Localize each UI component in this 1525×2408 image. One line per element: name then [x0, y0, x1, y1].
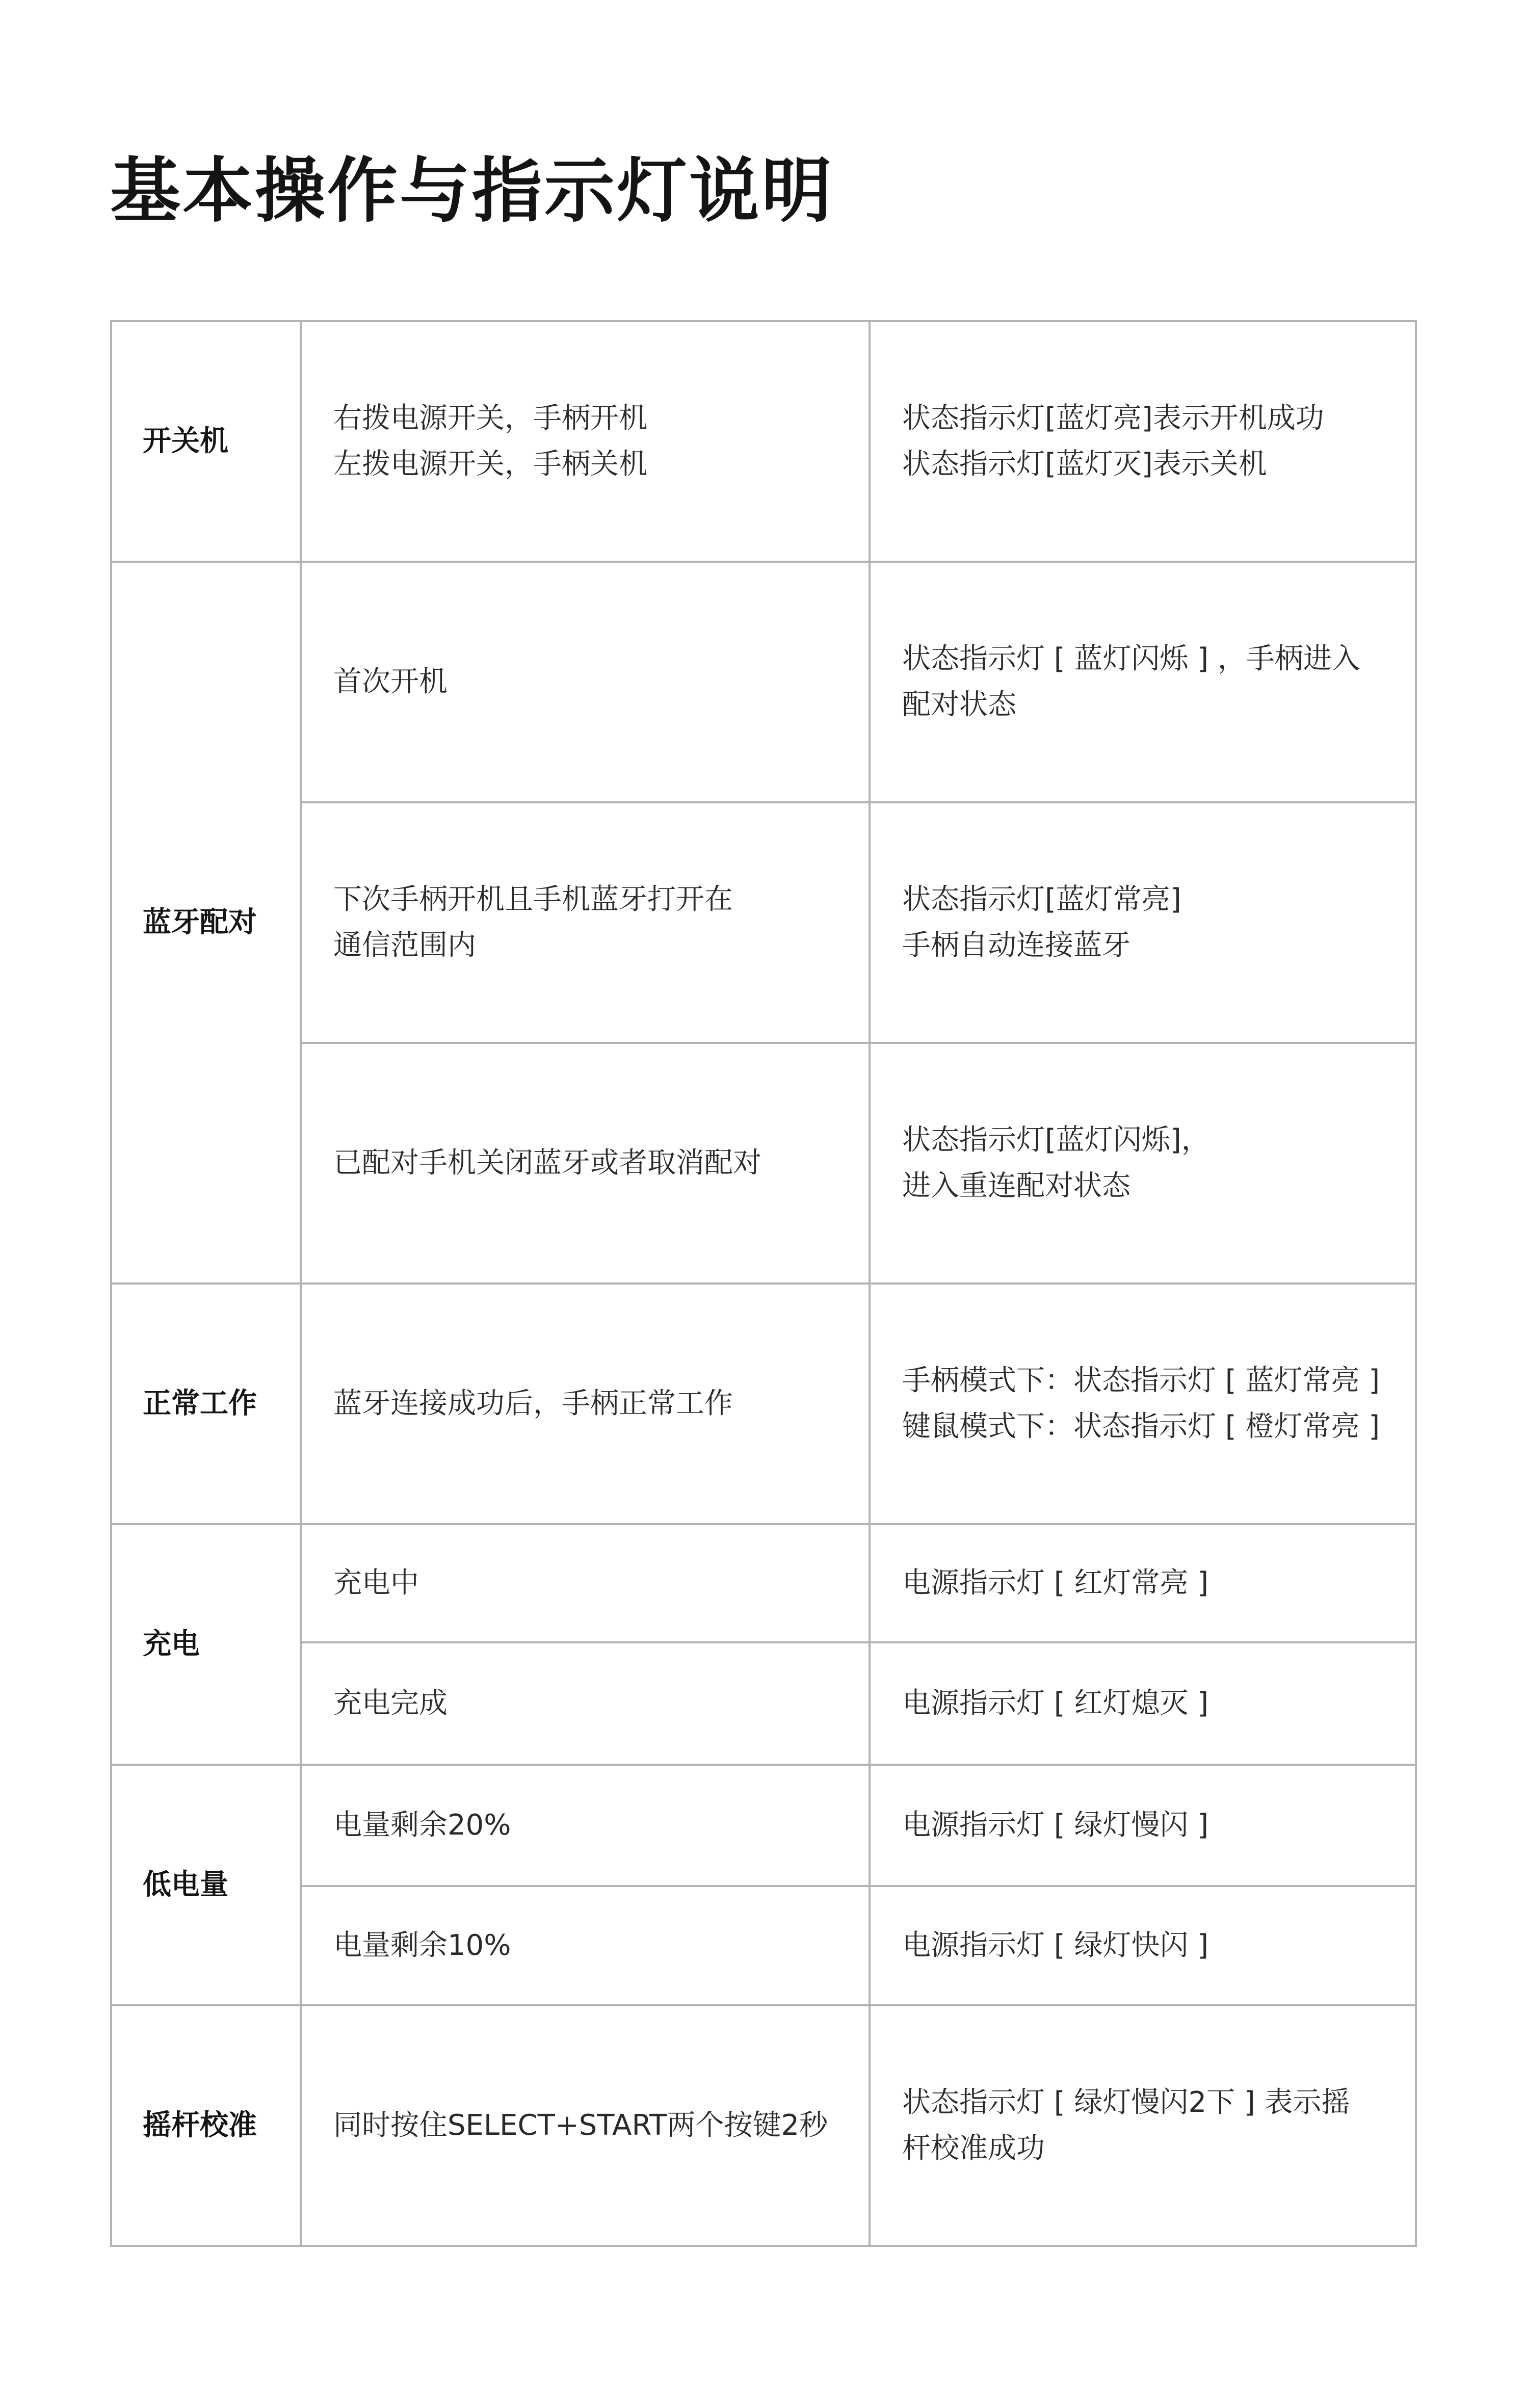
action-text: 已配对手机关闭蓝牙或者取消配对: [333, 1146, 761, 1180]
action-cell: [301, 802, 870, 1043]
category-cell: 开关机: [111, 321, 301, 562]
action-text: 通信范围内: [333, 929, 476, 962]
indicator-cell: [870, 1642, 1416, 1765]
category-cell: 蓝牙配对: [111, 562, 301, 1284]
indicator-text: 电源指示灯 [ 红灯常亮 ]: [902, 1566, 1209, 1600]
action-cell: [301, 562, 870, 802]
indicator-text: 杆校准成功: [902, 2132, 1045, 2165]
indicator-cell: [870, 562, 1416, 802]
indicator-text: 状态指示灯[蓝灯灭]表示关机: [902, 448, 1267, 481]
action-text: 首次开机: [333, 665, 448, 698]
indicator-text: 配对状态: [902, 688, 1016, 721]
table-row: [111, 1043, 1416, 1284]
table-row: [111, 1284, 1416, 1524]
indicator-text: 状态指示灯[蓝灯常亮]: [902, 883, 1181, 916]
indicator-cell: [870, 2005, 1416, 2246]
action-cell: [301, 1524, 870, 1642]
action-text: 左拨电源开关，手柄关机: [333, 448, 647, 481]
table-row: [111, 2005, 1416, 2246]
page-title: 基本操作与指示灯说明: [110, 150, 834, 232]
action-text: 充电中: [333, 1566, 419, 1600]
indicator-text: 电源指示灯 [ 绿灯快闪 ]: [902, 1929, 1209, 1962]
table-row: [111, 562, 1416, 802]
indicator-text: 电源指示灯 [ 绿灯慢闪 ]: [902, 1809, 1209, 1842]
action-cell: [301, 1043, 870, 1284]
indicator-text: 手柄模式下：状态指示灯 [ 蓝灯常亮 ]: [902, 1364, 1380, 1397]
category-cell: 正常工作: [111, 1284, 301, 1524]
table-row: [111, 1765, 1416, 1886]
indicator-cell: [870, 1524, 1416, 1642]
action-cell: [301, 1284, 870, 1524]
table-row: [111, 1886, 1416, 2005]
indicator-cell: [870, 802, 1416, 1043]
indicator-text: 状态指示灯[蓝灯亮]表示开机成功: [902, 402, 1324, 435]
indicator-cell: [870, 1284, 1416, 1524]
category-cell: 摇杆校准: [111, 2005, 301, 2246]
indicator-text: 状态指示灯[蓝灯闪烁]，: [902, 1123, 1210, 1157]
action-text: 充电完成: [333, 1687, 448, 1720]
indicator-text: 进入重连配对状态: [902, 1169, 1130, 1202]
indicator-text: 电源指示灯 [ 红灯熄灭 ]: [902, 1687, 1209, 1720]
indicator-cell: [870, 1043, 1416, 1284]
operation-indicator-table: [110, 320, 1417, 2247]
indicator-text: 状态指示灯 [ 绿灯慢闪2下 ] 表示摇: [902, 2086, 1350, 2119]
action-cell: [301, 2005, 870, 2246]
action-text: 同时按住SELECT+START两个按键2秒: [333, 2109, 828, 2142]
table-row: [111, 1642, 1416, 1765]
indicator-text: 状态指示灯 [ 蓝灯闪烁 ] ，手柄进入: [902, 642, 1360, 675]
indicator-cell: [870, 1886, 1416, 2005]
category-cell: 充电: [111, 1524, 301, 1765]
category-cell: 低电量: [111, 1765, 301, 2005]
action-text: 下次手柄开机且手机蓝牙打开在: [333, 883, 733, 916]
table-row: [111, 321, 1416, 562]
indicator-text: 手柄自动连接蓝牙: [902, 929, 1130, 962]
indicator-cell: [870, 1765, 1416, 1886]
action-text: 电量剩余10%: [333, 1929, 511, 1962]
action-text: 电量剩余20%: [333, 1809, 511, 1842]
table-row: [111, 802, 1416, 1043]
indicator-text: 键鼠模式下：状态指示灯 [ 橙灯常亮 ]: [902, 1410, 1380, 1443]
action-cell: [301, 321, 870, 562]
action-cell: [301, 1765, 870, 1886]
action-text: 蓝牙连接成功后，手柄正常工作: [333, 1387, 733, 1420]
action-text: 右拨电源开关，手柄开机: [333, 402, 647, 435]
table-row: [111, 1524, 1416, 1642]
action-cell: [301, 1886, 870, 2005]
action-cell: [301, 1642, 870, 1765]
indicator-cell: [870, 321, 1416, 562]
